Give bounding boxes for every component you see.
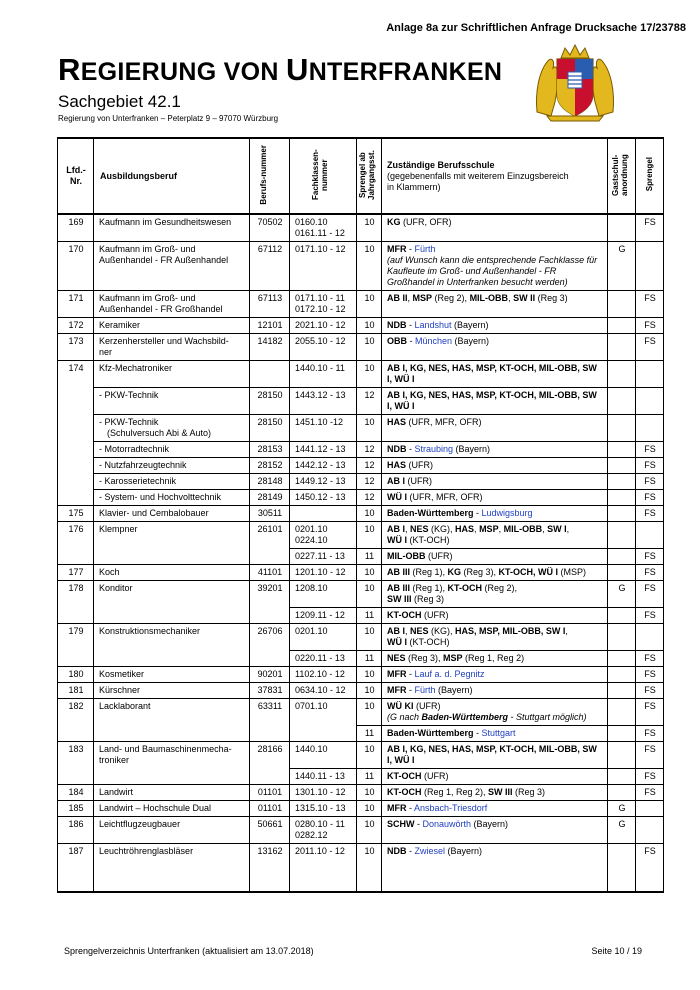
table-row — [58, 506, 664, 522]
table-cell: KT-OCH (Reg 1, Reg 2), SW III (Reg 3) — [382, 785, 608, 801]
table-row — [58, 388, 664, 415]
table-cell: - PKW-Technik — [94, 388, 250, 415]
table-cell — [636, 361, 664, 388]
table-row — [58, 801, 664, 817]
table-cell: FS — [636, 334, 664, 361]
table-row — [58, 291, 664, 318]
table-cell: HAS (UFR) — [382, 458, 608, 474]
table-cell: MFR - Fürth (Bayern) — [382, 683, 608, 699]
table-cell — [608, 608, 636, 624]
table-cell: Lacklaborant — [94, 699, 250, 742]
table-cell: 0220.11 - 13 — [290, 651, 357, 667]
table-cell: Kfz-Mechatroniker — [94, 361, 250, 388]
col-header-beruf: Ausbildungsberuf — [94, 138, 250, 214]
table-cell: FS — [636, 318, 664, 334]
table-cell — [636, 817, 664, 844]
table-cell — [636, 242, 664, 291]
table-cell: FS — [636, 442, 664, 458]
table-cell: 0227.11 - 13 — [290, 549, 357, 565]
table-cell: WÜ I (UFR, MFR, OFR) — [382, 490, 608, 506]
table-cell: Kürschner — [94, 683, 250, 699]
table-cell: 1301.10 - 12 — [290, 785, 357, 801]
table-cell: 174 — [58, 361, 94, 506]
table-cell: 10 — [357, 742, 382, 769]
table-cell — [608, 565, 636, 581]
table-cell: NDB - Straubing (Bayern) — [382, 442, 608, 458]
table-cell: 12 — [357, 442, 382, 458]
table-cell: 10 — [357, 699, 382, 726]
col-header-fachklassen: Fachklassen-nummer — [290, 138, 357, 214]
table-cell: - System- und Hochvolttechnik — [94, 490, 250, 506]
table-cell: 10 — [357, 581, 382, 608]
table-cell: 10 — [357, 667, 382, 683]
vocational-school-table — [57, 137, 664, 893]
table-row — [58, 415, 664, 442]
table-cell: - Motorradtechnik — [94, 442, 250, 458]
table-cell: 10 — [357, 522, 382, 549]
table-cell: Baden-Württemberg - Ludwigsburg — [382, 506, 608, 522]
table-cell: G — [608, 581, 636, 608]
table-cell: Leichtflugzeugbauer — [94, 817, 250, 844]
table-cell: 1440.10 — [290, 742, 357, 769]
table-row — [58, 844, 664, 892]
table-row — [58, 214, 664, 242]
table-cell: 0634.10 - 12 — [290, 683, 357, 699]
table-cell: 14182 — [250, 334, 290, 361]
table-cell: 39201 — [250, 581, 290, 624]
table-cell — [290, 506, 357, 522]
table-cell: 11 — [357, 726, 382, 742]
table-cell: 185 — [58, 801, 94, 817]
table-cell: 12 — [357, 474, 382, 490]
table-cell: 01101 — [250, 801, 290, 817]
table-cell: Landwirt — [94, 785, 250, 801]
table-cell: 176 — [58, 522, 94, 565]
table-cell: Kosmetiker — [94, 667, 250, 683]
table-cell: FS — [636, 608, 664, 624]
table-cell: AB I (UFR) — [382, 474, 608, 490]
table-cell: G — [608, 801, 636, 817]
table-row — [58, 490, 664, 506]
table-cell: 10 — [357, 683, 382, 699]
table-cell: 2055.10 - 12 — [290, 334, 357, 361]
table-cell — [636, 522, 664, 549]
table-cell — [608, 726, 636, 742]
table-cell: Kaufmann im Groß- und Außenhandel - FR Großhandel — [94, 291, 250, 318]
table-cell: MFR - Fürth (auf Wunsch kann die entsprechende Fachklasse für Kaufleute im Groß- und Außenhandel - FR Großhandel in Unterfranken besucht werden) — [382, 242, 608, 291]
table-cell — [608, 458, 636, 474]
department-subtitle: Sachgebiet 42.1 — [58, 92, 181, 111]
table-cell: 13162 — [250, 844, 290, 892]
table-cell: 1443.12 - 13 — [290, 388, 357, 415]
table-cell: 179 — [58, 624, 94, 667]
table-cell: 2011.10 - 12 — [290, 844, 357, 892]
table-cell: NDB - Zwiesel (Bayern) — [382, 844, 608, 892]
table-cell — [608, 361, 636, 388]
table-cell: FS — [636, 490, 664, 506]
organization-title: REGIERUNG VON UNTERFRANKEN — [58, 52, 503, 87]
table-cell: 10 — [357, 624, 382, 651]
table-cell — [608, 522, 636, 549]
table-row — [58, 581, 664, 608]
table-cell: 28149 — [250, 490, 290, 506]
table-cell: 0280.10 - 11 0282.12 — [290, 817, 357, 844]
table-cell: AB III (Reg 1), KG (Reg 3), KT-OCH, WÜ I (MSP) — [382, 565, 608, 581]
table-row — [58, 442, 664, 458]
table-cell: KG (UFR, OFR) — [382, 214, 608, 242]
table-cell: - Karosserietechnik — [94, 474, 250, 490]
table-cell: 182 — [58, 699, 94, 742]
table-cell: 28166 — [250, 742, 290, 785]
table-cell: FS — [636, 214, 664, 242]
table-cell: KT-OCH (UFR) — [382, 769, 608, 785]
table-cell: 178 — [58, 581, 94, 624]
table-cell: 10 — [357, 334, 382, 361]
table-cell: FS — [636, 581, 664, 608]
table-cell: 11 — [357, 651, 382, 667]
table-cell: MFR - Ansbach-Triesdorf — [382, 801, 608, 817]
table-cell: NDB - Landshut (Bayern) — [382, 318, 608, 334]
table-cell: 1440.11 - 13 — [290, 769, 357, 785]
table-cell: AB I, NES (KG), HAS, MSP, MIL-OBB, SW I, WÜ I (KT-OCH) — [382, 624, 608, 651]
footer-note: Sprengelverzeichnis Unterfranken (aktualisiert am 13.07.2018) — [64, 946, 314, 956]
table-cell: 1102.10 - 12 — [290, 667, 357, 683]
table-cell — [608, 769, 636, 785]
table-cell: MFR - Lauf a. d. Pegnitz — [382, 667, 608, 683]
table-cell: 10 — [357, 817, 382, 844]
address-line: Regierung von Unterfranken – Peterplatz 9 – 97070 Würzburg — [58, 114, 279, 123]
table-cell: Keramiker — [94, 318, 250, 334]
table-cell: 0171.10 - 11 0172.10 - 12 — [290, 291, 357, 318]
table-row — [58, 334, 664, 361]
table-cell — [608, 549, 636, 565]
table-cell: 10 — [357, 291, 382, 318]
table-cell: MIL-OBB (UFR) — [382, 549, 608, 565]
table-cell: 177 — [58, 565, 94, 581]
table-cell: 37831 — [250, 683, 290, 699]
table-cell — [608, 699, 636, 726]
table-cell: 41101 — [250, 565, 290, 581]
table-cell: 1209.11 - 12 — [290, 608, 357, 624]
table-cell: FS — [636, 742, 664, 769]
table-cell: 28150 — [250, 415, 290, 442]
table-cell: 10 — [357, 506, 382, 522]
table-cell — [608, 474, 636, 490]
table-cell: 11 — [357, 608, 382, 624]
table-cell: Konstruktionsmechaniker — [94, 624, 250, 667]
table-cell: - Nutzfahrzeugtechnik — [94, 458, 250, 474]
table-cell: AB II, MSP (Reg 2), MIL-OBB, SW II (Reg 3) — [382, 291, 608, 318]
col-header-berufsnummer: Berufs-nummer — [250, 138, 290, 214]
table-cell — [636, 388, 664, 415]
table-cell: FS — [636, 651, 664, 667]
table-cell — [608, 683, 636, 699]
table-cell — [608, 388, 636, 415]
table-cell: FS — [636, 667, 664, 683]
table-cell: 10 — [357, 318, 382, 334]
table-cell: FS — [636, 458, 664, 474]
table-cell: 50661 — [250, 817, 290, 844]
table-cell: Klempner — [94, 522, 250, 565]
table-cell: FS — [636, 699, 664, 726]
table-cell: 1208.10 — [290, 581, 357, 608]
table-cell: AB I, NES (KG), HAS, MSP, MIL-OBB, SW I, WÜ I (KT-OCH) — [382, 522, 608, 549]
table-cell: Baden-Württemberg - Stuttgart — [382, 726, 608, 742]
table-cell — [608, 651, 636, 667]
table-cell: Leuchtröhrenglasbläser — [94, 844, 250, 892]
col-header-sprengel: Sprengel — [636, 138, 664, 214]
table-cell: 1315.10 - 13 — [290, 801, 357, 817]
table-cell: 30511 — [250, 506, 290, 522]
col-header-sprengel-ab: Sprengel ab Jahrgangsst. — [357, 138, 382, 214]
table-cell: 169 — [58, 214, 94, 242]
col-header-schule: Zuständige Berufsschule (gegebenenfalls mit weiterem Einzugsbereich in Klammern) — [382, 138, 608, 214]
table-cell: 0160.10 0161.11 - 12 — [290, 214, 357, 242]
table-cell: 11 — [357, 549, 382, 565]
table-cell: FS — [636, 474, 664, 490]
table-row — [58, 318, 664, 334]
table-cell: Kaufmann im Groß- und Außenhandel - FR Außenhandel — [94, 242, 250, 291]
table-cell: 12 — [357, 490, 382, 506]
table-row — [58, 242, 664, 291]
table-row — [58, 474, 664, 490]
table-cell — [608, 490, 636, 506]
table-cell: AB I, KG, NES, HAS, MSP, KT-OCH, MIL-OBB, SW I, WÜ I — [382, 742, 608, 769]
table-cell: FS — [636, 683, 664, 699]
table-cell: 1449.12 - 13 — [290, 474, 357, 490]
table-cell: AB I, KG, NES, HAS, MSP, KT-OCH, MIL-OBB, SW I, WÜ I — [382, 361, 608, 388]
table-cell: 10 — [357, 565, 382, 581]
table-cell: Klavier- und Cembalobauer — [94, 506, 250, 522]
table-cell: 187 — [58, 844, 94, 892]
table-cell: 63311 — [250, 699, 290, 742]
table-cell: 184 — [58, 785, 94, 801]
table-cell: AB I, KG, NES, HAS, MSP, KT-OCH, MIL-OBB, SW I, WÜ I — [382, 388, 608, 415]
table-cell — [608, 415, 636, 442]
table-cell: 1442.12 - 13 — [290, 458, 357, 474]
col-header-gastschul: Gastschul-anordnung — [608, 138, 636, 214]
table-cell: 01101 — [250, 785, 290, 801]
table-cell: 0171.10 - 12 — [290, 242, 357, 291]
table-cell: 1441.12 - 13 — [290, 442, 357, 458]
table-cell: 1451.10 -12 — [290, 415, 357, 442]
table-cell: FS — [636, 565, 664, 581]
table-cell — [608, 742, 636, 769]
table-cell: 183 — [58, 742, 94, 785]
table-cell: 10 — [357, 844, 382, 892]
table-cell: FS — [636, 291, 664, 318]
table-cell: 171 — [58, 291, 94, 318]
table-row — [58, 817, 664, 844]
table-cell: 10 — [357, 415, 382, 442]
table-cell: G — [608, 817, 636, 844]
table-cell — [636, 624, 664, 651]
table-cell: 70502 — [250, 214, 290, 242]
table-cell: NES (Reg 3), MSP (Reg 1, Reg 2) — [382, 651, 608, 667]
table-row — [58, 565, 664, 581]
table-cell: 28148 — [250, 474, 290, 490]
annex-reference: Anlage 8a zur Schriftlichen Anfrage Drucksache 17/23788 — [386, 22, 686, 34]
table-cell — [608, 667, 636, 683]
table-cell: 28153 — [250, 442, 290, 458]
table-cell: Land- und Baumaschinenmecha- troniker — [94, 742, 250, 785]
table-cell — [636, 801, 664, 817]
table-cell: Koch — [94, 565, 250, 581]
table-cell — [636, 415, 664, 442]
table-cell: HAS (UFR, MFR, OFR) — [382, 415, 608, 442]
table-cell: 181 — [58, 683, 94, 699]
table-cell — [608, 442, 636, 458]
table-cell: 1201.10 - 12 — [290, 565, 357, 581]
table-cell: 28152 — [250, 458, 290, 474]
table-cell: Kaufmann im Gesundheitswesen — [94, 214, 250, 242]
table-cell: 10 — [357, 785, 382, 801]
table-cell: Konditor — [94, 581, 250, 624]
table-row — [58, 667, 664, 683]
table-cell: 10 — [357, 214, 382, 242]
table-cell — [608, 624, 636, 651]
table-cell: FS — [636, 769, 664, 785]
table-cell: FS — [636, 726, 664, 742]
table-cell — [608, 291, 636, 318]
table-cell: 90201 — [250, 667, 290, 683]
table-cell: 180 — [58, 667, 94, 683]
table-cell: 0201.10 0224.10 — [290, 522, 357, 549]
table-cell: 10 — [357, 801, 382, 817]
table-row — [58, 458, 664, 474]
table-cell: 172 — [58, 318, 94, 334]
table-cell — [608, 844, 636, 892]
table-cell: 170 — [58, 242, 94, 291]
table-cell: 10 — [357, 242, 382, 291]
page-number: Seite 10 / 19 — [591, 946, 642, 956]
table-cell: - PKW-Technik (Schulversuch Abi & Auto) — [94, 415, 250, 442]
table-cell — [608, 318, 636, 334]
table-row — [58, 683, 664, 699]
table-cell: 0201.10 — [290, 624, 357, 651]
table-cell: 26101 — [250, 522, 290, 565]
table-cell: 11 — [357, 769, 382, 785]
table-row — [58, 785, 664, 801]
table-cell: FS — [636, 506, 664, 522]
table-cell: 175 — [58, 506, 94, 522]
table-cell: OBB - München (Bayern) — [382, 334, 608, 361]
table-cell: Kerzenhersteller und Wachsbild- ner — [94, 334, 250, 361]
table-cell — [608, 214, 636, 242]
table-cell: 12 — [357, 458, 382, 474]
table-header — [58, 138, 664, 214]
table-cell: FS — [636, 549, 664, 565]
table-cell: FS — [636, 785, 664, 801]
table-cell: 12 — [357, 388, 382, 415]
table-row — [58, 742, 664, 769]
table-cell: 67113 — [250, 291, 290, 318]
table-cell: Landwirt – Hochschule Dual — [94, 801, 250, 817]
table-cell: WÜ KI (UFR) (G nach Baden-Württemberg - Stuttgart möglich) — [382, 699, 608, 726]
table-cell: 67112 — [250, 242, 290, 291]
table-cell: 1450.12 - 13 — [290, 490, 357, 506]
coat-of-arms-icon — [533, 42, 617, 122]
table-cell: 173 — [58, 334, 94, 361]
table-cell: 1440.10 - 11 — [290, 361, 357, 388]
table-cell — [608, 785, 636, 801]
table-cell — [250, 361, 290, 388]
table-cell: 2021.10 - 12 — [290, 318, 357, 334]
table-cell — [608, 334, 636, 361]
table-cell: 0701.10 — [290, 699, 357, 742]
table-cell: 10 — [357, 361, 382, 388]
table-cell: AB III (Reg 1), KT-OCH (Reg 2), SW III (Reg 3) — [382, 581, 608, 608]
table-cell: FS — [636, 844, 664, 892]
table-cell — [608, 506, 636, 522]
table-cell: 26706 — [250, 624, 290, 667]
table-cell: SCHW - Donauwörth (Bayern) — [382, 817, 608, 844]
table-cell: KT-OCH (UFR) — [382, 608, 608, 624]
table-cell: G — [608, 242, 636, 291]
table-row — [58, 699, 664, 726]
table-row — [58, 624, 664, 651]
table-row — [58, 361, 664, 388]
col-header-lfd: Lfd.-Nr. — [58, 138, 94, 214]
table-cell: 186 — [58, 817, 94, 844]
table-row — [58, 522, 664, 549]
table-cell: 12101 — [250, 318, 290, 334]
table-cell: 28150 — [250, 388, 290, 415]
